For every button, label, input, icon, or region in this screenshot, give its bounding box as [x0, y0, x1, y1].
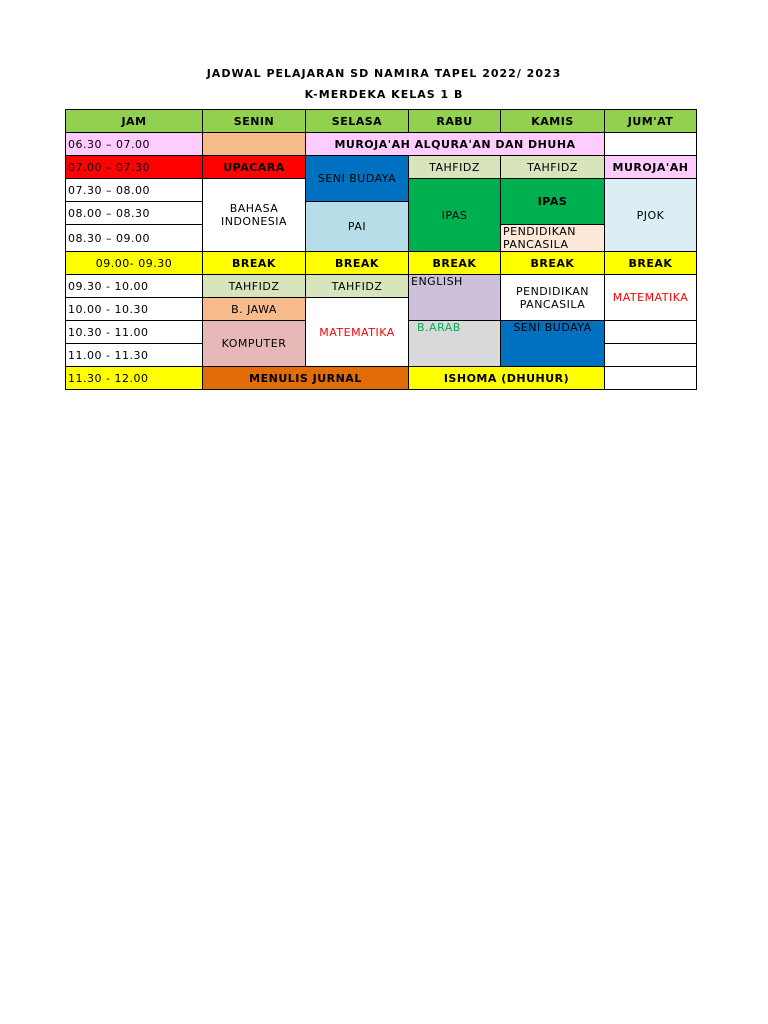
- seni-budaya-selasa-cell: SENI BUDAYA: [306, 156, 409, 202]
- table-row: [66, 367, 697, 390]
- murojaah-jumat-cell: MUROJA'AH: [605, 156, 697, 179]
- time-cell: 07.00 – 07.30: [66, 156, 203, 179]
- time-cell: 06.30 – 07.00: [66, 133, 203, 156]
- tahfidz-rabu-cell: TAHFIDZ: [409, 156, 501, 179]
- tahfidz-selasa-cell: TAHFIDZ: [306, 275, 409, 298]
- b-arab-cell: B.ARAB: [409, 321, 501, 367]
- matematika-jumat-cell: MATEMATIKA: [605, 275, 697, 321]
- time-cell: 08.00 – 08.30: [66, 202, 203, 225]
- english-cell: ENGLISH: [409, 275, 501, 321]
- header-selasa: SELASA: [306, 110, 409, 133]
- table-row: [66, 133, 697, 156]
- title-line-2: K-MERDEKA KELAS 1 B: [304, 88, 464, 101]
- tahfidz-kamis-cell: TAHFIDZ: [501, 156, 605, 179]
- komputer-cell: KOMPUTER: [203, 321, 306, 367]
- break-row: [66, 252, 697, 275]
- upacara-cell: UPACARA: [203, 156, 306, 179]
- time-cell: 07.30 – 08.00: [66, 179, 203, 202]
- pendidikan-pancasila-kamis-cell: PENDIDIKAN PANCASILA: [501, 225, 605, 252]
- break-cell: BREAK: [306, 252, 409, 275]
- time-cell: 11.00 - 11.30: [66, 344, 203, 367]
- empty-cell: [605, 321, 697, 344]
- pendidikan-pancasila-kamis2-cell: PENDIDIKAN PANCASILA: [501, 275, 605, 321]
- seni-budaya-kamis-cell: SENI BUDAYA: [501, 321, 605, 367]
- table-row: [66, 156, 697, 179]
- table-row: [66, 275, 697, 298]
- break-cell: BREAK: [501, 252, 605, 275]
- empty-cell: [605, 367, 697, 390]
- b-jawa-cell: B. JAWA: [203, 298, 306, 321]
- menulis-jurnal-cell: MENULIS JURNAL: [203, 367, 409, 390]
- tahfidz-senin-cell: TAHFIDZ: [203, 275, 306, 298]
- ipas-kamis-cell: IPAS: [501, 179, 605, 225]
- bahasa-indonesia-cell: BAHASA INDONESIA: [203, 179, 306, 252]
- time-cell: 10.00 - 10.30: [66, 298, 203, 321]
- header-jumat: JUM'AT: [605, 110, 697, 133]
- break-cell: BREAK: [605, 252, 697, 275]
- header-rabu: RABU: [409, 110, 501, 133]
- time-cell: 09.30 - 10.00: [66, 275, 203, 298]
- time-cell: 08.30 – 09.00: [66, 225, 203, 252]
- time-cell: 11.30 - 12.00: [66, 367, 203, 390]
- ipas-rabu-cell: IPAS: [409, 179, 501, 252]
- pjok-cell: PJOK: [605, 179, 697, 252]
- empty-cell: [203, 133, 306, 156]
- break-cell: BREAK: [203, 252, 306, 275]
- matematika-selasa-cell: MATEMATIKA: [306, 298, 409, 367]
- break-cell: BREAK: [409, 252, 501, 275]
- muroja-dhuha-cell: MUROJA'AH ALQURA'AN DAN DHUHA: [306, 133, 605, 156]
- header-row: [66, 110, 697, 133]
- title-line-1: JADWAL PELAJARAN SD NAMIRA TAPEL 2022/ 2023: [206, 67, 562, 80]
- header-kamis: KAMIS: [501, 110, 605, 133]
- empty-cell: [605, 344, 697, 367]
- schedule-table: [65, 109, 697, 390]
- time-cell: 10.30 - 11.00: [66, 321, 203, 344]
- header-senin: SENIN: [203, 110, 306, 133]
- empty-cell: [605, 133, 697, 156]
- ishoma-cell: ISHOMA (DHUHUR): [409, 367, 605, 390]
- pai-cell: PAI: [306, 202, 409, 252]
- header-jam: JAM: [66, 110, 203, 133]
- time-cell: 09.00- 09.30: [66, 252, 203, 275]
